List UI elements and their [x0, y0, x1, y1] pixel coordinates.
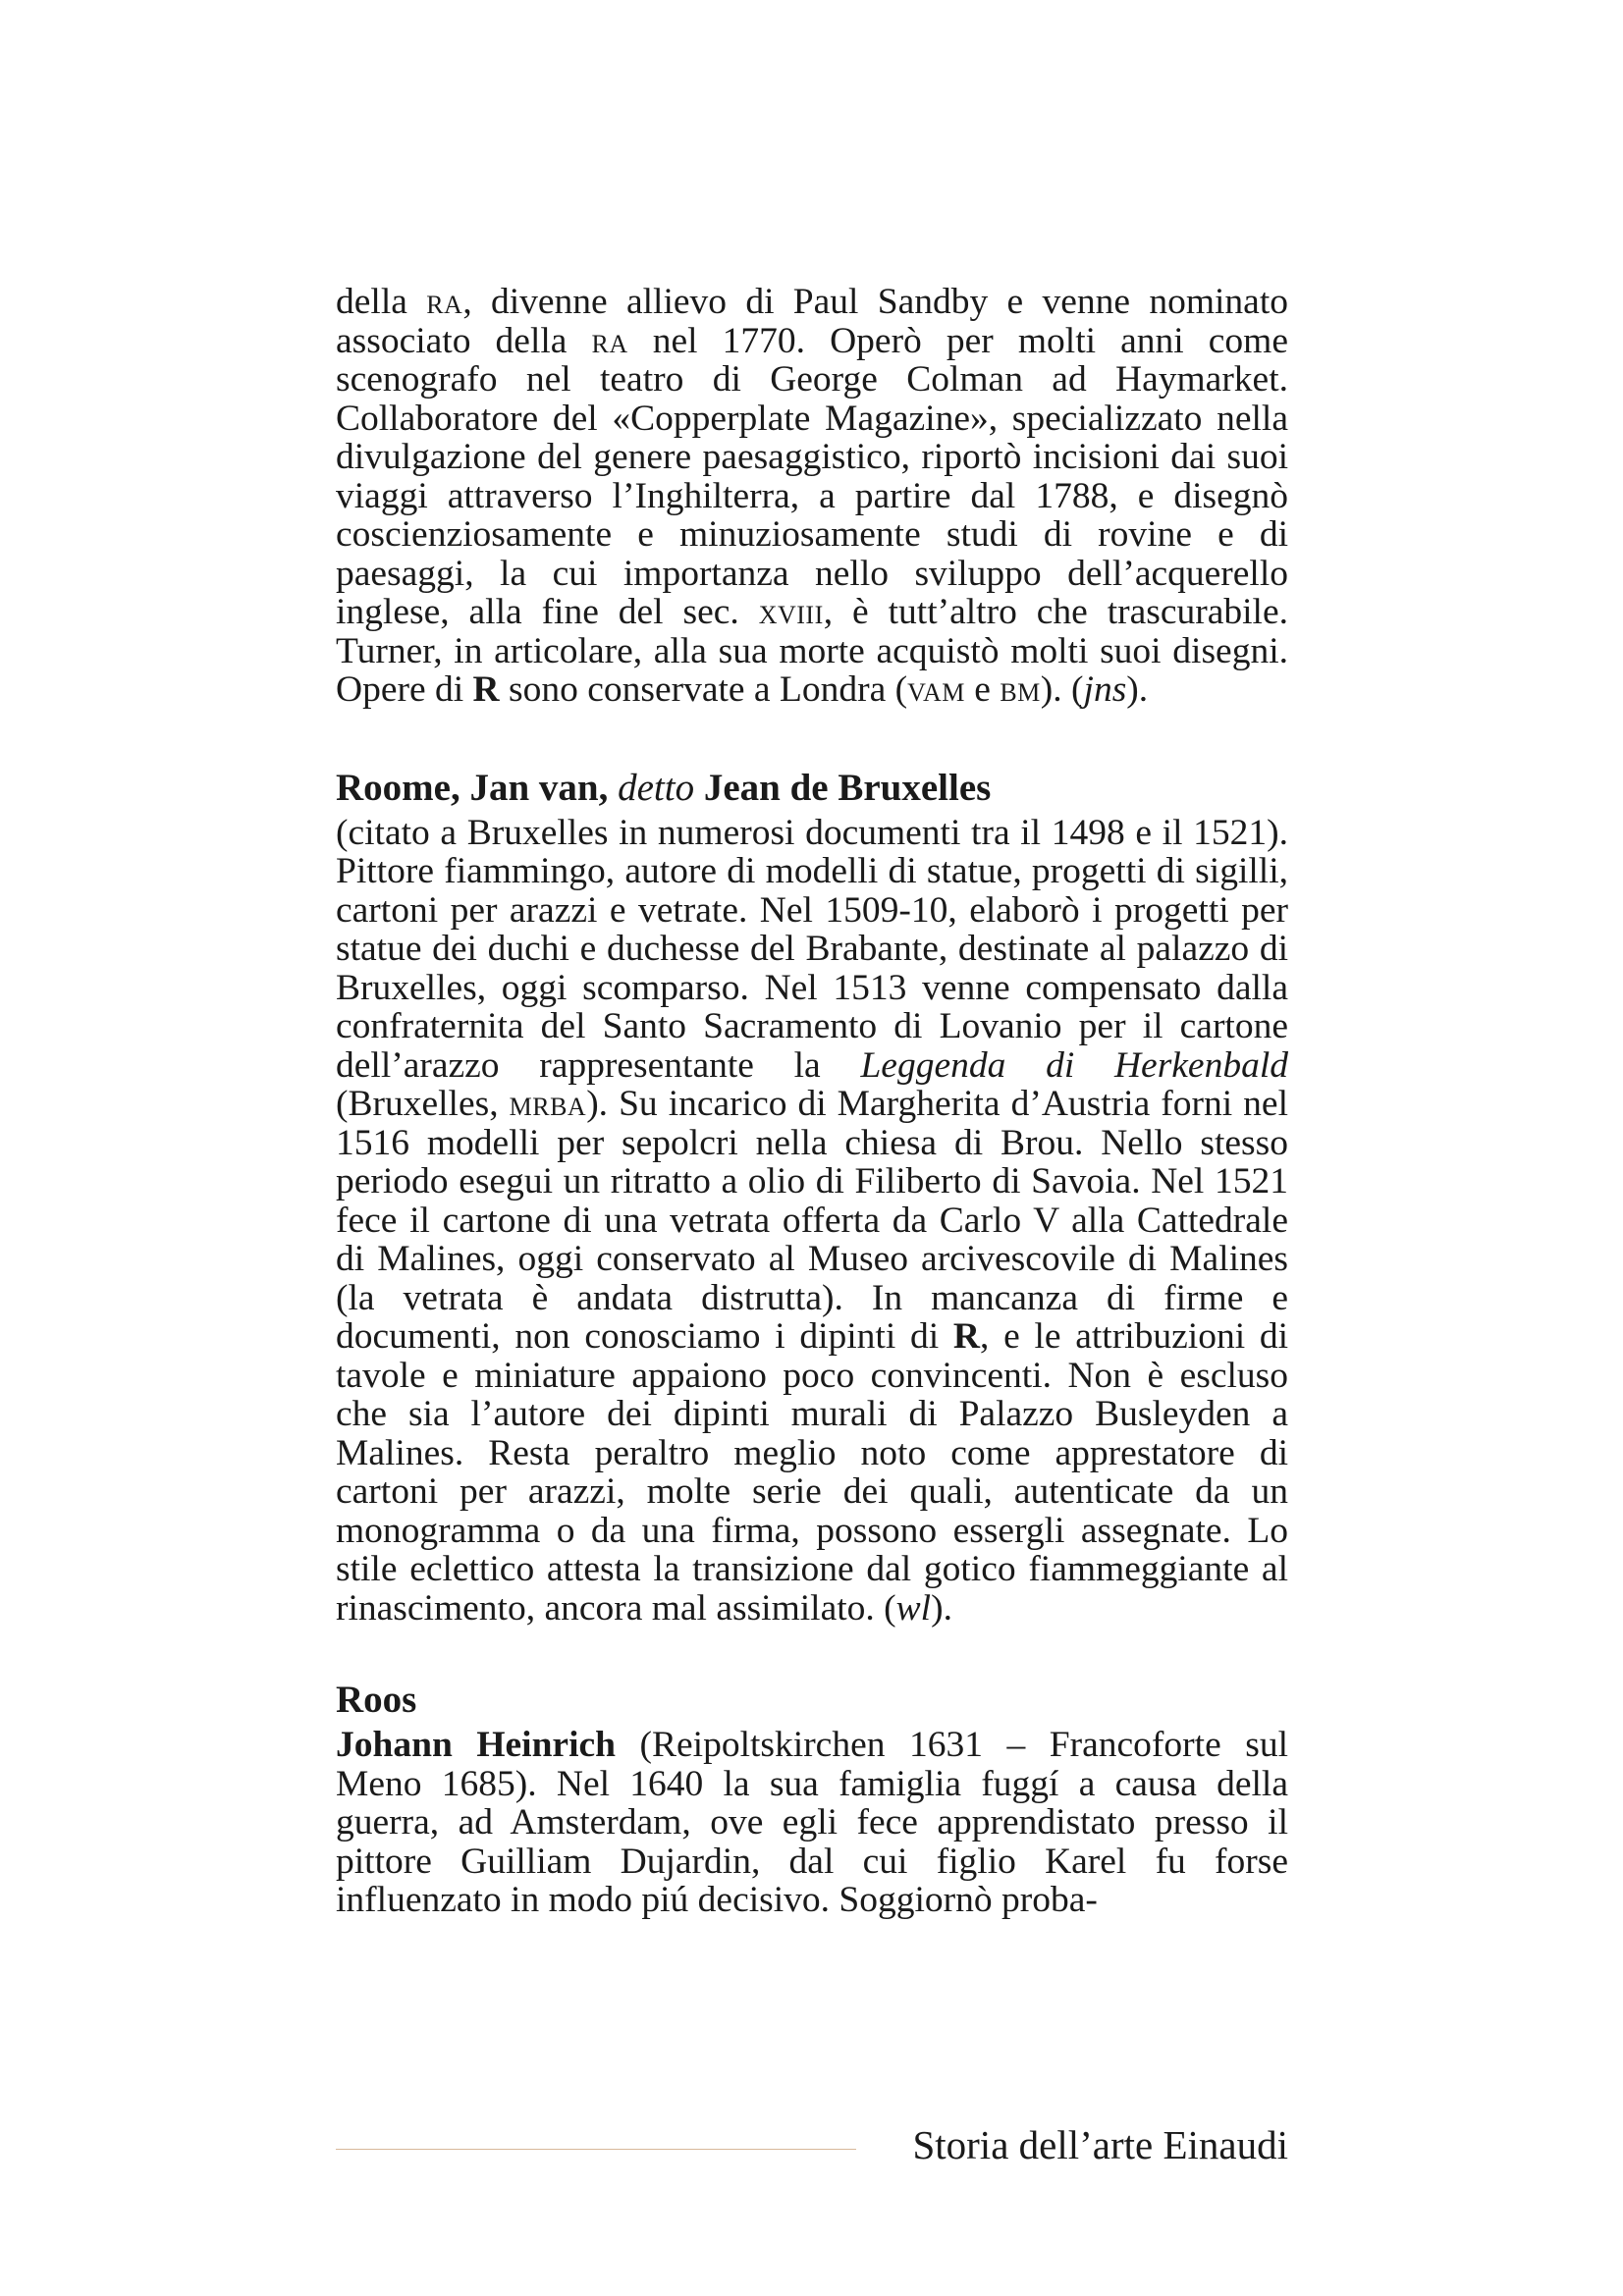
text-run: , è tutt’altro che trascurabile. Turner, in articolare, alla sua morte acquistò molti suoi disegni. Opere di — [336, 592, 1288, 710]
museum-abbreviation: bm — [1000, 669, 1041, 710]
text-run: ). — [931, 1587, 952, 1629]
author-initials: wl — [895, 1587, 932, 1629]
heading-alias: Jean de Bruxelles — [694, 766, 992, 809]
heading-name: Roos — [336, 1679, 417, 1721]
paragraph-continuation — [336, 283, 1288, 710]
artwork-title: Leggenda di Herkenbald — [860, 1044, 1288, 1086]
subentry-name: Johann Heinrich — [336, 1725, 616, 1765]
text-run: (Bruxelles, — [336, 1084, 510, 1124]
heading-name: Roome, Jan van, — [336, 766, 619, 809]
page-body — [336, 283, 1288, 1920]
heading-detto: detto — [618, 766, 695, 809]
museum-abbreviation: vam — [907, 669, 965, 710]
abbreviation: ra — [591, 320, 628, 361]
subject-initial: R — [952, 1316, 980, 1357]
subject-initial: R — [472, 669, 500, 710]
text-run: nel 1770. Operò per molti anni come scenografo nel teatro di George Colman ad Haymarket. Collaboratore del «Copperplate Magazine», specializzato nella divulgazione del genere paesaggistico, riportò incisioni dai suoi viaggi attraverso l’Inghilterra, a partire dal 1788, e disegnò coscienziosamente e minuziosamente studi di rovine e di paesaggi, la cui importanza nello sviluppo dell’acquerello inglese, alla fine del sec. — [336, 320, 1288, 632]
text-run: , e le attribuzioni di tavole e miniature appaiono poco convincenti. Non è escluso che sia l’autore dei dipinti murali di Palazzo Busleyden a Malines. Resta peraltro meglio noto come apprestatore di cartoni per arazzi, molte serie dei quali, autenticate da un monogramma o da una firma, possono essergli assegnate. Lo stile eclettico attesta la transizione dal gotico fiammeggiante al rinascimento, ancora mal assimilato. ( — [336, 1316, 1288, 1629]
text-run: e — [964, 669, 1001, 710]
entry-body-roos — [336, 1726, 1288, 1920]
text-run: ). — [1126, 669, 1149, 710]
text-run: (Reipoltskirchen 1631 – Francoforte sul Meno 1685). Nel 1640 la sua famiglia fuggí a causa della guerra, ad Amsterdam, ove egli fece apprendistato presso il pittore Guilliam Dujardin, dal cui figlio Karel fu forse influenzato in modo piú decisivo. Soggiornò proba- — [336, 1725, 1289, 1920]
text-run: sono conservate a Londra ( — [499, 669, 908, 710]
abbreviation: ra — [426, 282, 463, 322]
footer-rule — [336, 2149, 856, 2150]
text-run: (citato a Bruxelles in numerosi documenti tra il 1498 e il 1521). Pittore fiammingo, autore di modelli di statue, progetti di sigilli, cartoni per arazzi e vetrate. Nel 1509-10, elaborò i progetti per statue dei duchi e duchesse del Brabante, destinate al palazzo di Bruxelles, oggi scomparso. Nel 1513 venne compensato dalla confraternita del Santo Sacramento di Lovanio per il cartone dell’arazzo rappresentante la — [336, 812, 1288, 1086]
text-run: della — [336, 282, 427, 322]
text-run: , divenne allievo di Paul Sandby e venne nominato associato della — [336, 282, 1288, 361]
museum-abbreviation: mrba — [509, 1084, 587, 1124]
author-initials: jns — [1083, 669, 1127, 710]
page-footer — [336, 2118, 1288, 2177]
text-run: ). Su incarico di Margherita d’Austria forni nel 1516 modelli per sepolcri nella chiesa di Brou. Nello stesso periodo esegui un ritratto a olio di Filiberto di Savoia. Nel 1521 fece il cartone di una vetrata offerta da Carlo V alla Cattedrale di Malines, oggi conservato al Museo arcivescovile di Malines (la vetrata è andata distrutta). In mancanza di firme e documenti, non conosciamo i dipinti di — [336, 1084, 1288, 1357]
entry-heading-roos — [336, 1679, 1288, 1722]
century-numeral: xviii — [758, 592, 824, 632]
text-run: ). ( — [1040, 669, 1084, 710]
footer-title: Storia dell’arte Einaudi — [912, 2122, 1288, 2167]
entry-body-roome — [336, 814, 1288, 1629]
entry-heading-roome — [336, 767, 1288, 810]
